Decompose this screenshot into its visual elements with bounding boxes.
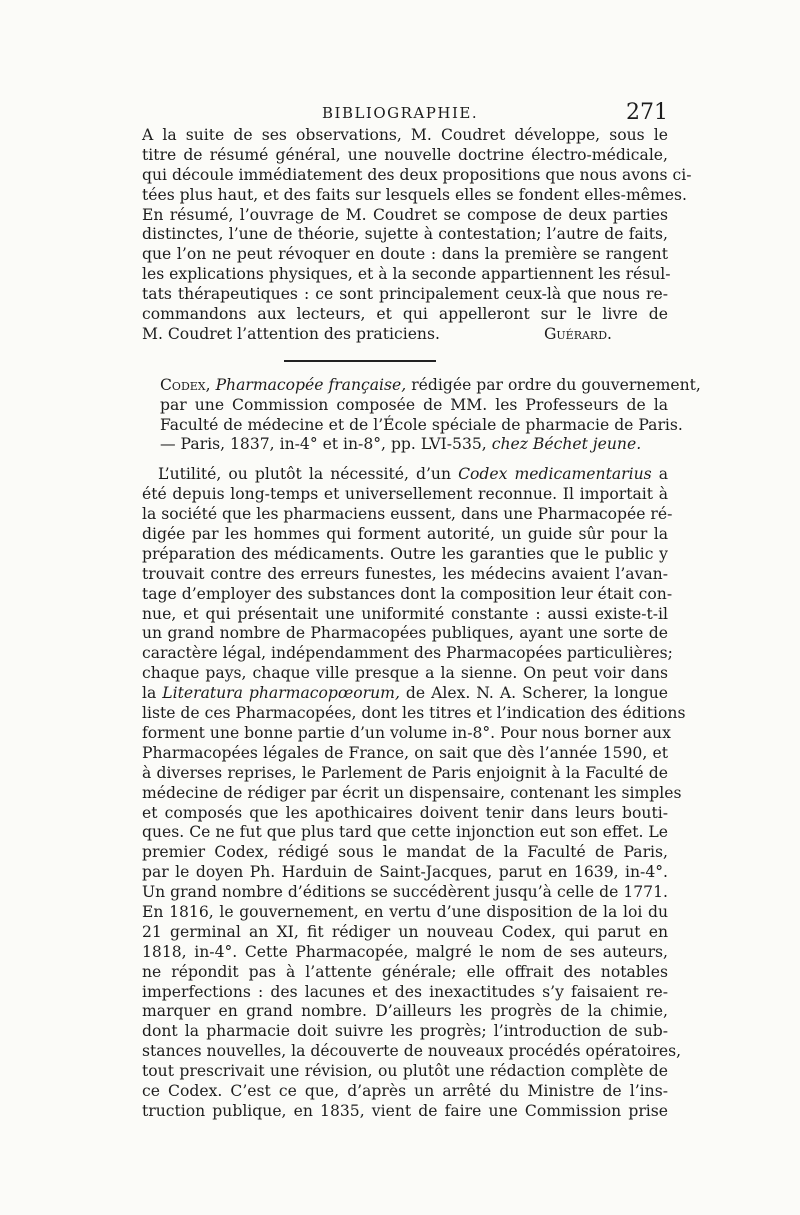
text-line: chaque pays, chaque ville presque a la sienne. On peut voir dans (142, 664, 668, 683)
entry-label: Codex, (160, 375, 211, 394)
text-line: ce Codex. C’est ce que, d’après un arrêté du Ministre de l’ins- (142, 1081, 668, 1100)
text-line: titre de résumé général, une nouvelle doctrine électro-médicale, (142, 145, 668, 164)
text-line: été depuis long-temps et universellement reconnue. Il importait à (142, 485, 668, 504)
text-line: En 1816, le gouvernement, en vertu d’une disposition de la loi du (142, 902, 668, 921)
review-conclusion (142, 126, 692, 345)
text-line: L’utilité, ou plutôt la nécessité, d’un Codex medicamentarius a (158, 465, 668, 484)
text-line: forment une bonne partie d’un volume in-8°. Pour nous borner aux (142, 723, 671, 742)
text-line: liste de ces Pharmacopées, dont les titres et l’indication des éditions (142, 704, 686, 723)
text-line: stances nouvelles, la découverte de nouveaux procédés opératoires, (142, 1042, 682, 1061)
section-divider (284, 360, 436, 362)
entry-title: Pharmacopée française, (215, 375, 407, 394)
entry-line: Codex, Pharmacopée française, rédigée par ordre du gouvernement, (160, 375, 701, 394)
text-line: médecine de rédiger par écrit un dispensaire, contenant les simples (142, 783, 682, 802)
text-line: dont la pharmacie doit suivre les progrès; l’introduction de sub- (142, 1022, 668, 1041)
text-line: 1818, in-4°. Cette Pharmacopée, malgré le nom de ses auteurs, (142, 942, 668, 961)
text-line: par le doyen Ph. Harduin de Saint-Jacques, parut en 1639, in-4°. (142, 863, 668, 882)
text-line: 21 germinal an XI, fit rédiger un nouveau Codex, qui parut en (142, 922, 668, 941)
text-line: commandons aux lecteurs, et qui appelleront sur le livre de (142, 305, 668, 324)
text-line: à diverses reprises, le Parlement de Paris enjoignit à la Faculté de (142, 763, 668, 782)
text-line: préparation des médicaments. Outre les garanties que le public y (142, 544, 668, 563)
text-line: trouvait contre des erreurs funestes, les médecins avaient l’avan- (142, 564, 668, 583)
text-line: un grand nombre de Pharmacopées publiques, ayant une sorte de (142, 624, 668, 643)
reviewer-signature: Guérard. (543, 324, 612, 343)
text-line: qui découle immédiatement des deux propositions que nous avons ci- (142, 165, 692, 184)
entry-line: Faculté de médecine et de l’École spéciale de pharmacie de Paris. (160, 415, 683, 434)
text-line: la société que les pharmaciens eussent, dans une Pharmacopée ré- (142, 505, 673, 524)
text-line: tage d’employer des substances dont la composition leur était con- (142, 584, 673, 603)
text-line: ques. Ce ne fut que plus tard que cette injonction eut son effet. Le (142, 823, 668, 842)
text-line: M. Coudret l’attention des praticiens. (142, 324, 440, 343)
text-line: tats thérapeutiques : ce sont principalement ceux-là que nous re- (142, 285, 668, 304)
text-line: nue, et qui présentait une uniformité constante : aussi existe-t-il (142, 604, 668, 623)
text-line: les explications physiques, et à la seconde appartiennent les résul- (142, 265, 671, 284)
entry-line: — Paris, 1837, in-4° et in-8°, pp. LVI-535, chez Béchet jeune. (160, 435, 642, 454)
bibliographic-entry (142, 375, 701, 456)
page-number: 271 (626, 100, 668, 125)
text-line: caractère légal, indépendamment des Pharmacopées particulières; (142, 644, 673, 663)
text-line: premier Codex, rédigé sous le mandat de la Faculté de Paris, (142, 843, 668, 862)
running-head (142, 96, 668, 126)
text-line: digée par les hommes qui forment autorité, un guide sûr pour la (142, 525, 668, 544)
text-line: ne répondit pas à l’attente générale; elle offrait des notables (142, 962, 668, 981)
entry-line: par une Commission composée de MM. les Professeurs de la (160, 395, 668, 414)
text-line: En résumé, l’ouvrage de M. Coudret se compose de deux parties (142, 205, 668, 224)
text-line: distinctes, l’une de théorie, sujette à contestation; l’autre de faits, (142, 225, 668, 244)
text-line: et composés que les apothicaires doivent tenir dans leurs bouti- (142, 803, 668, 822)
book-page (142, 96, 701, 1122)
text-line: A la suite de ses observations, M. Coudret développe, sous le (142, 126, 668, 144)
running-head-title: BIBLIOGRAPHIE. (322, 104, 479, 122)
text-line: marquer en grand nombre. D’ailleurs les progrès de la chimie, (142, 1002, 668, 1021)
text-line: truction publique, en 1835, vient de faire une Commission prise (142, 1101, 668, 1120)
text-line: Un grand nombre d’éditions se succédèrent jusqu’à celle de 1771. (142, 883, 668, 902)
signature-line (142, 325, 668, 345)
entry-publisher: chez Béchet jeune. (491, 435, 642, 454)
text-line: tout prescrivait une révision, ou plutôt une rédaction complète de (142, 1062, 668, 1081)
text-line: Pharmacopées légales de France, on sait que dès l’année 1590, et (142, 743, 668, 762)
text-line: que l’on ne peut révoquer en doute : dans la première se rangent (142, 245, 668, 264)
text-line: imperfections : des lacunes et des inexactitudes s’y faisaient re- (142, 982, 668, 1001)
review-body (142, 465, 686, 1121)
text-line: tées plus haut, et des faits sur lesquels elles se fondent elles-mêmes. (142, 185, 687, 204)
text-line: la Literatura pharmacopœorum, de Alex. N. A. Scherer, la longue (142, 684, 669, 703)
